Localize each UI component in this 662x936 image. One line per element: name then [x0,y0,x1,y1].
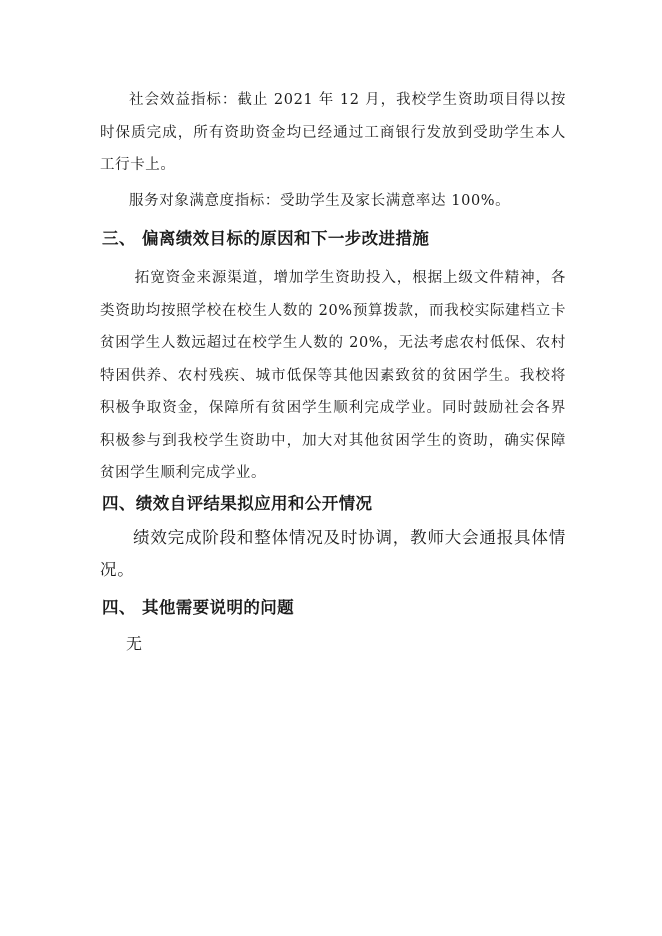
section-3-heading: 三、 偏离绩效目标的原因和下一步改进措施 [102,229,430,248]
section-4-heading: 四、绩效自评结果拟应用和公开情况 [102,494,373,513]
satisfaction-paragraph: 服务对象满意度指标：受助学生及家长满意率达 100%。 [129,193,511,209]
section-5-body: 无 [126,634,143,653]
section-5-heading: 四、 其他需要说明的问题 [102,598,295,617]
section-3-body: 拓宽资金来源渠道，增加学生资助投入，根据上级文件精神，各类资助均按照学校在校生人数的 20%预算拨款，而我校实际建档立卡贫困学生人数远超过在校学生人数的 20%，无法考虑农村低保、农村特困供养、农村残疾、城市低保等其他因素致贫的贫困学生。我校将积极争取资金，保障所有贫困学生顺利完成学业。同时鼓励社会各界积极参与到我校学生资助中，加大对其他贫困学生的资助，确实保障贫困学生顺利完成学业。 [100,270,566,481]
section-4-body: 绩效完成阶段和整体情况及时协调，教师大会通报具体情况。 [100,528,566,579]
social-benefit-paragraph: 社会效益指标：截止 2021 年 12 月，我校学生资助项目得以按时保质完成，所有资助资金均已经通过工商银行发放到受助学生本人工行卡上。 [100,92,566,173]
